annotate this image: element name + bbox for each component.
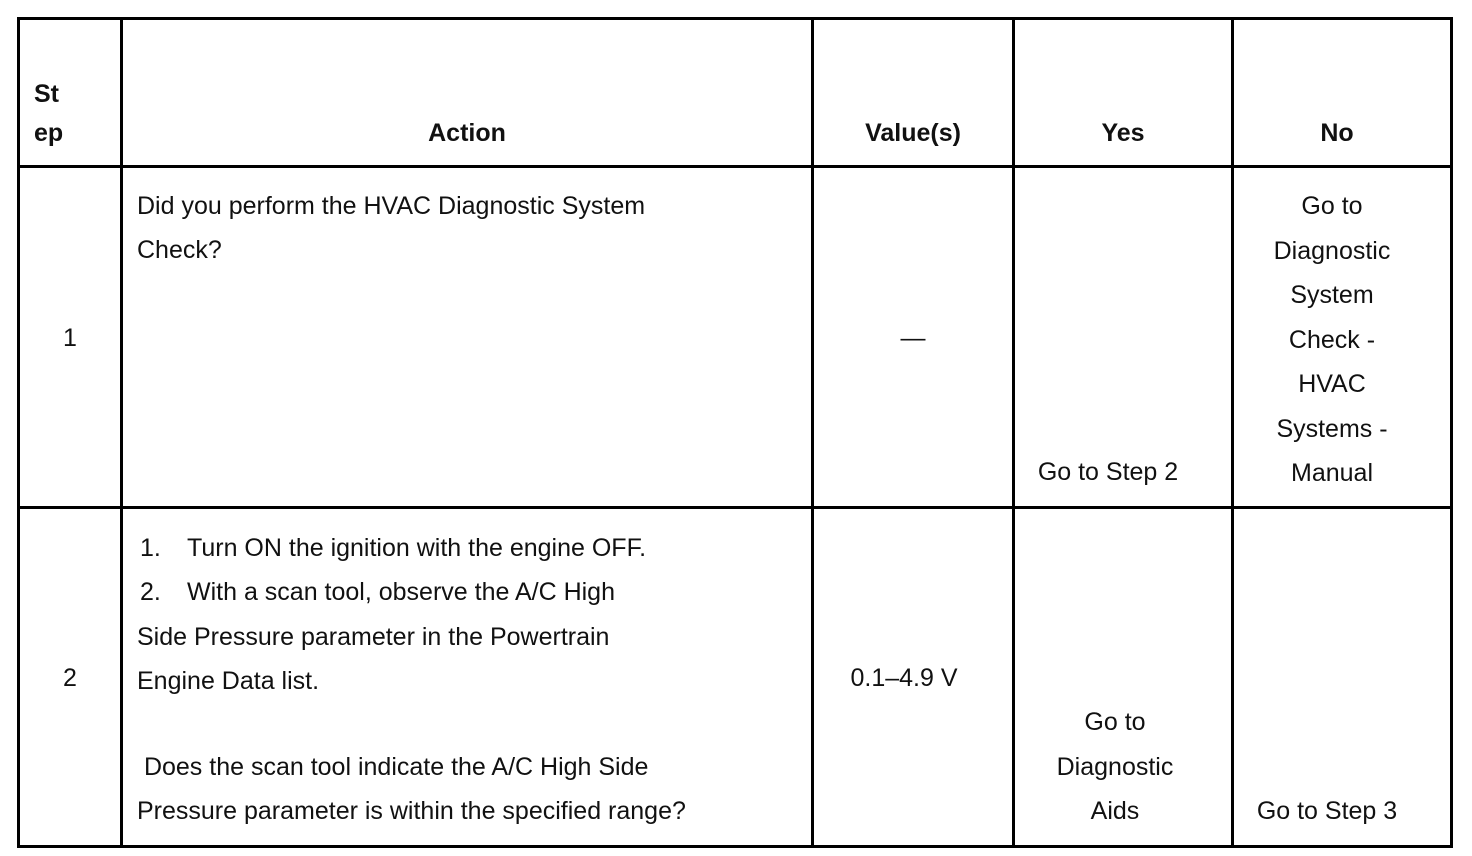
action-list-item: [140, 570, 615, 615]
header-divider: [20, 165, 1450, 168]
value-text: —: [900, 324, 926, 352]
header-values: Value(s): [865, 119, 961, 147]
no-text: Go to Step 3: [1256, 797, 1398, 825]
yes-text: Go to Step 2: [1037, 458, 1179, 486]
value-text: 0.1–4.9 V: [850, 664, 958, 692]
action-text: Engine Data list.: [137, 667, 320, 695]
list-number: 1.: [140, 534, 161, 562]
list-number: 2.: [140, 578, 161, 606]
no-text-line: Go to: [1301, 192, 1363, 220]
action-question: Does the scan tool indicate the A/C High Side: [137, 753, 649, 781]
yes-text-line: Aids: [1090, 797, 1140, 825]
header-no: No: [1320, 119, 1354, 147]
no-text-line: Systems -: [1276, 414, 1388, 443]
yes-text: [1015, 700, 1215, 834]
diagnostic-table: [17, 17, 1453, 848]
row-divider: [20, 506, 1450, 509]
yes-text-line: Diagnostic: [1056, 752, 1174, 781]
no-text-line: System: [1290, 281, 1374, 309]
yes-text-line: Go to: [1084, 708, 1146, 736]
no-text-line: Manual: [1291, 459, 1373, 487]
action-question: Pressure parameter is within the specified range?: [137, 797, 686, 825]
list-text: Turn ON the ignition with the engine OFF.: [187, 534, 647, 562]
action-text: Did you perform the HVAC Diagnostic System: [137, 192, 646, 220]
header-step-line1: St: [34, 80, 59, 108]
no-text-line: HVAC: [1298, 370, 1366, 398]
step-number: 1: [63, 324, 77, 352]
header-yes: Yes: [1101, 119, 1145, 147]
no-text-line: Diagnostic: [1273, 236, 1391, 265]
header-step-line2: ep: [34, 119, 64, 147]
action-text: Side Pressure parameter in the Powertrain: [137, 623, 610, 651]
step-number: 2: [63, 664, 77, 692]
no-text: [1232, 184, 1432, 496]
no-text-line: Check -: [1288, 325, 1376, 354]
action-list-item: [140, 526, 646, 571]
list-text: With a scan tool, observe the A/C High: [187, 578, 615, 606]
header-action: Action: [428, 119, 506, 147]
action-text: Check?: [137, 236, 222, 264]
